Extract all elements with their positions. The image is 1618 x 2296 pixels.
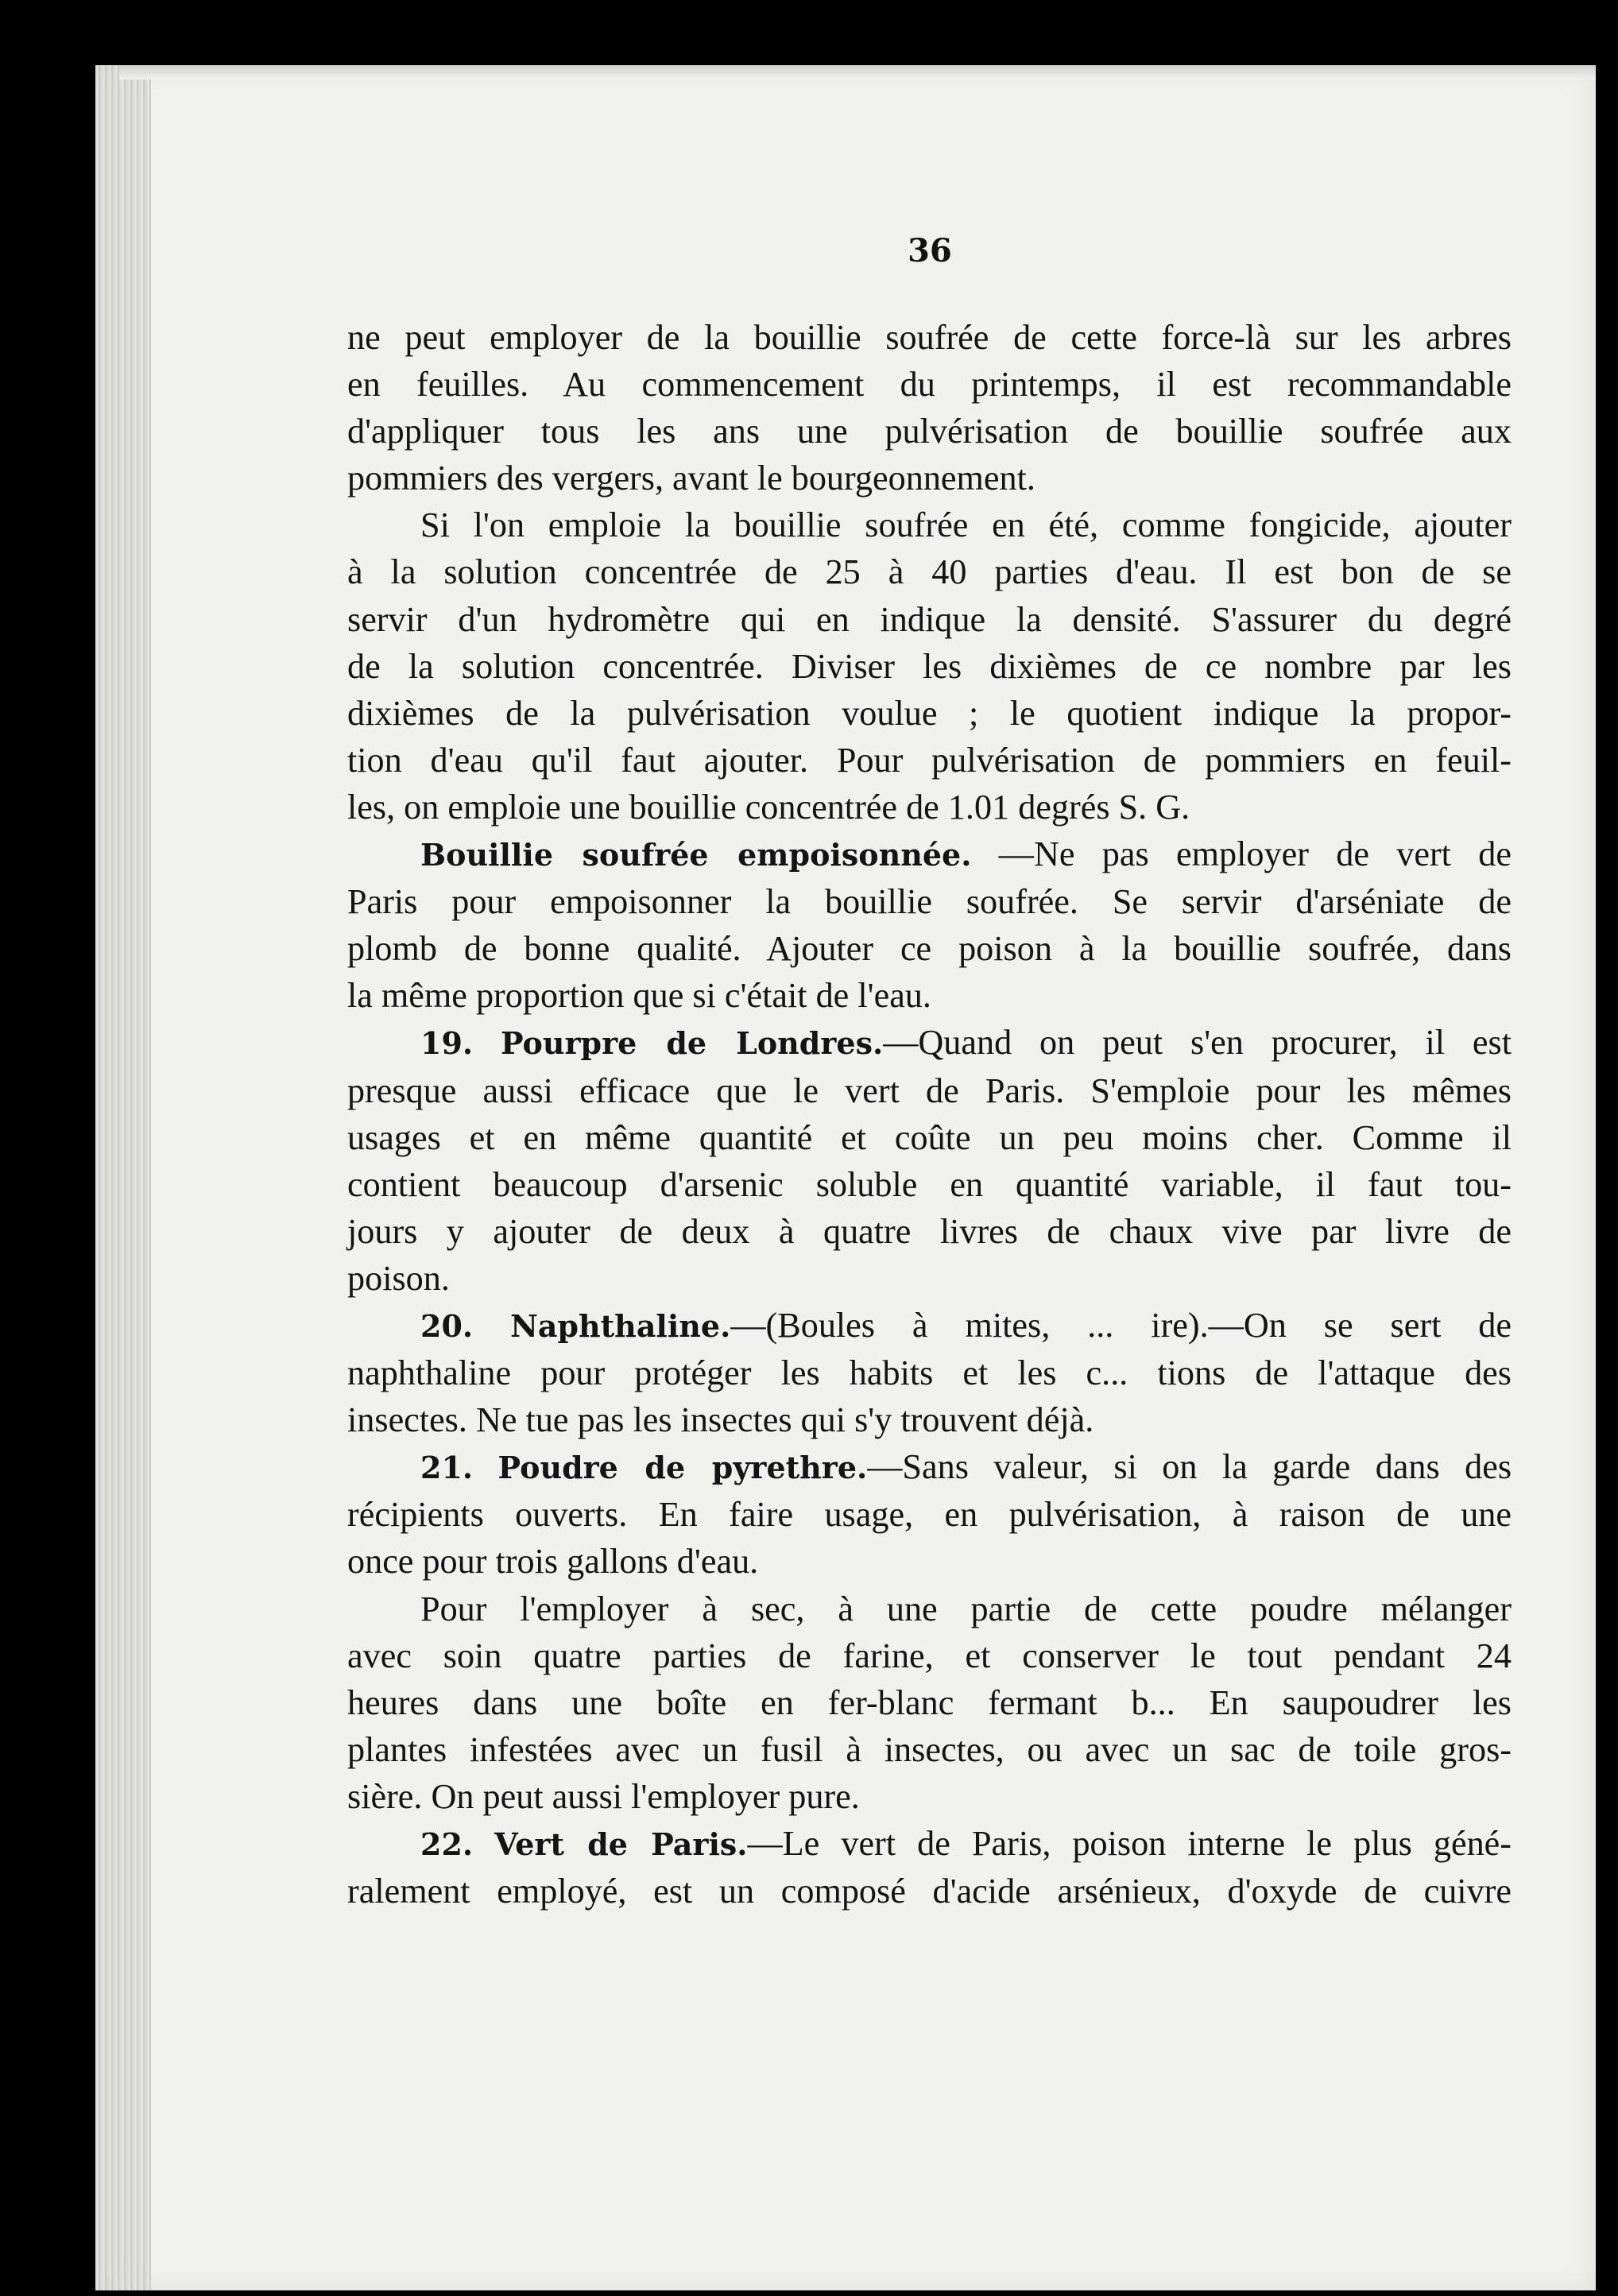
- text-line: [347, 1820, 1512, 1868]
- text-line: plomb de bonne qualité. Ajouter ce poison à la bouillie soufrée, dans: [347, 929, 1512, 969]
- text-line: [347, 1019, 1512, 1067]
- text-line: sière. On peut aussi l'employer pure.: [347, 1776, 860, 1816]
- text-line: presque aussi efficace que le vert de Paris. S'emploie pour les mêmes: [347, 1071, 1512, 1110]
- text-line: insectes. Ne tue pas les insectes qui s'y trouvent déjà.: [347, 1400, 1094, 1440]
- text-line: contient beaucoup d'arsenic soluble en quantité variable, il faut tou-: [347, 1164, 1512, 1204]
- paragraph: [347, 1019, 1512, 1302]
- text-line: pommiers des vergers, avant le bourgeonnement.: [347, 459, 1035, 498]
- section-heading: Bouillie soufrée empoisonnée.: [420, 837, 972, 873]
- text-line: avec soin quatre parties de farine, et conserver le tout pendant 24: [347, 1636, 1512, 1675]
- section-number: 21.: [420, 1450, 474, 1486]
- text-line: d'appliquer tous les ans une pulvérisation de bouillie soufrée aux: [347, 412, 1512, 451]
- section-number: 22.: [420, 1826, 474, 1862]
- text-line: Si l'on emploie la bouillie soufrée en été, comme fongicide, ajouter: [420, 505, 1512, 545]
- heading-continuation: —Sans valeur, si on la garde dans des: [867, 1447, 1512, 1487]
- text-line: en feuilles. Au commencement du printemps, il est recommandable: [347, 365, 1512, 405]
- text-line: poison.: [347, 1258, 450, 1298]
- text-line: de la solution concentrée. Diviser les dixièmes de ce nombre par les: [347, 646, 1512, 686]
- paragraph: [347, 314, 1512, 501]
- heading-continuation: —Ne pas employer de vert de: [998, 834, 1512, 874]
- text-line: heures dans une boîte en fer-blanc fermant b... En saupoudrer les: [347, 1682, 1512, 1722]
- text-line: usages et en même quantité et coûte un peu moins cher. Comme il: [347, 1117, 1512, 1157]
- text-line: Pour l'employer à sec, à une partie de cette poudre mélanger: [420, 1589, 1512, 1628]
- section-heading: Poudre de pyrethre.: [497, 1450, 868, 1486]
- text-line: tion d'eau qu'il faut ajouter. Pour pulvérisation de pommiers en feuil-: [347, 740, 1512, 780]
- text-line: les, on emploie une bouillie concentrée de 1.01 degrés S. G.: [347, 787, 1190, 827]
- heading-continuation: —Le vert de Paris, poison interne le plus géné-: [747, 1824, 1512, 1863]
- paragraph: [347, 1586, 1512, 1820]
- section-heading: Naphthaline.: [510, 1307, 731, 1344]
- text-line: Paris pour empoisonner la bouillie soufrée. Se servir d'arséniate de: [347, 882, 1512, 922]
- heading-continuation: —Quand on peut s'en procurer, il est: [883, 1023, 1512, 1063]
- page-top-edge: [119, 65, 1596, 79]
- page-edge-stack: [95, 65, 151, 2290]
- section-heading: Vert de Paris.: [494, 1826, 748, 1862]
- text-line: ne peut employer de la bouillie soufrée de cette force-là sur les arbres: [347, 318, 1512, 357]
- text-line: naphthaline pour protéger les habits et les c... tions de l'attaque des: [347, 1353, 1512, 1393]
- paragraph: [347, 1820, 1512, 1915]
- section-number: 19.: [420, 1025, 474, 1062]
- text-line: [347, 1443, 1512, 1491]
- text-line: servir d'un hydromètre qui en indique la densité. S'assurer du degré: [347, 599, 1512, 639]
- text-line: récipients ouverts. En faire usage, en pulvérisation, à raison de une: [347, 1495, 1512, 1535]
- text-line: ralement employé, est un composé d'acide arsénieux, d'oxyde de cuivre: [347, 1872, 1512, 1911]
- section-heading: Pourpre de Londres.: [500, 1025, 884, 1062]
- text-line: à la solution concentrée de 25 à 40 parties d'eau. Il est bon de se: [347, 552, 1512, 592]
- text-line: dixièmes de la pulvérisation voulue ; le quotient indique la propor-: [347, 693, 1512, 733]
- paragraph: [347, 1302, 1512, 1443]
- paragraph: [347, 1443, 1512, 1585]
- paragraph: [347, 831, 1512, 1019]
- text-line: once pour trois gallons d'eau.: [347, 1542, 759, 1582]
- body-text: [347, 314, 1512, 1915]
- text-line: plantes infestées avec un fusil à insectes, ou avec un sac de toile gros-: [347, 1729, 1512, 1769]
- text-line: [347, 1302, 1512, 1349]
- paragraph: [347, 501, 1512, 831]
- text-line: [347, 831, 1512, 878]
- section-number: 20.: [420, 1307, 474, 1344]
- text-line: jours y ajouter de deux à quatre livres de chaux vive par livre de: [347, 1211, 1512, 1251]
- heading-continuation: —(Boules à mites, ... ire).—On se sert de: [730, 1305, 1512, 1345]
- text-line: la même proportion que si c'était de l'eau.: [347, 976, 931, 1016]
- page-number: 36: [908, 232, 952, 269]
